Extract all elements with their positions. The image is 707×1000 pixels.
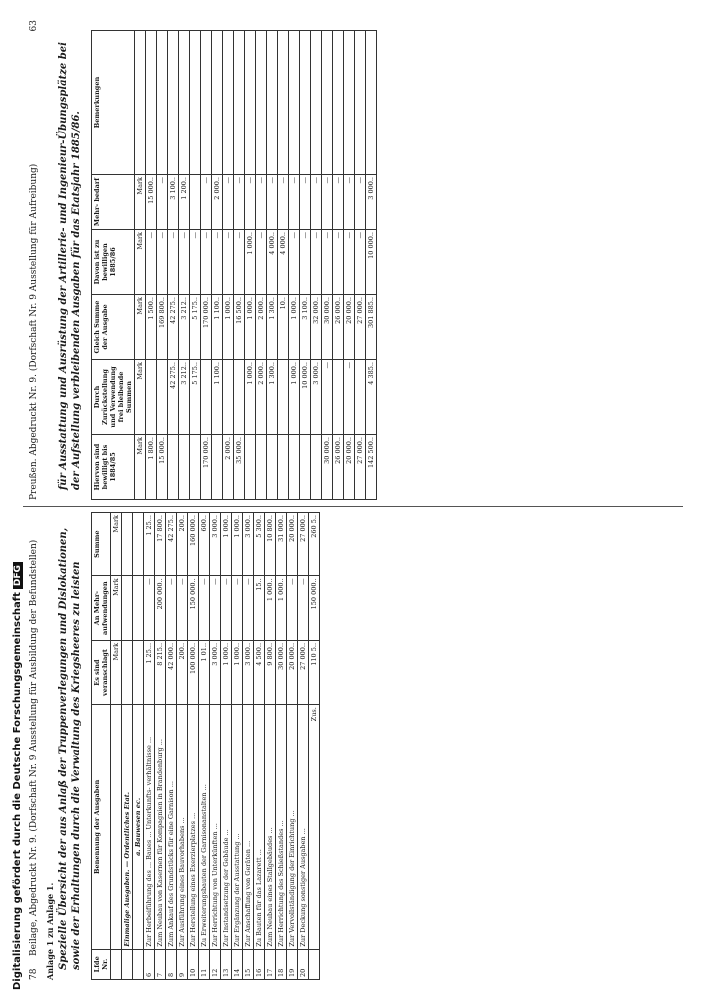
row-remark <box>311 31 322 175</box>
table-row <box>223 31 234 500</box>
row-value: 1 200.. <box>179 175 190 230</box>
row-value: — <box>221 576 232 641</box>
row-value: 31 000.. <box>276 513 287 576</box>
row-description: Zum Neubau von Kasernen für Kompagnien in Brandenburg ... <box>155 705 166 949</box>
row-value: 1 25... <box>144 640 155 704</box>
row-value: — <box>300 230 311 295</box>
table-row <box>243 513 254 980</box>
row-number: 16 <box>254 949 265 979</box>
row-value: — <box>333 175 344 230</box>
row-value: 3 100.. <box>168 175 179 230</box>
row-description: Zu Bauten für das Lazarett ... <box>254 705 265 949</box>
row-value: 3 000.. <box>243 640 254 704</box>
row-value: 20 000.. <box>344 435 355 500</box>
row-value: 170 000.. <box>201 435 212 500</box>
row-value: — <box>333 230 344 295</box>
row-number: 18 <box>276 949 287 979</box>
total-value: 301 885.. <box>366 295 377 360</box>
row-value: 20 000.. <box>287 640 298 704</box>
row-value: 8 215.. <box>155 640 166 704</box>
row-value: — <box>300 175 311 230</box>
unit-label: Mark <box>135 435 146 500</box>
left-table <box>91 512 320 980</box>
row-value: 17 800.. <box>155 513 166 576</box>
row-value <box>190 435 201 500</box>
row-value: — <box>166 576 177 641</box>
total-value: 10 000.. <box>366 230 377 295</box>
row-value: 1 100.. <box>212 360 223 435</box>
section-subtitle: a. Bauwesen ec. <box>133 705 144 949</box>
table-row <box>232 513 243 980</box>
row-value: 1 000.. <box>289 360 300 435</box>
col-header-bemerkungen: Bemerkungen <box>92 31 135 175</box>
row-value: 10 800.. <box>265 513 276 576</box>
row-value: 3 000.. <box>210 640 221 704</box>
left-table-header <box>92 513 111 980</box>
row-value: — <box>278 175 289 230</box>
table-row <box>300 31 311 500</box>
row-value: — <box>212 230 223 295</box>
table-row <box>256 31 267 500</box>
row-value: 1 000.. <box>221 640 232 704</box>
row-value: 42 275.. <box>168 360 179 435</box>
right-table <box>91 30 377 500</box>
row-value: 27 000.. <box>298 640 309 704</box>
table-row <box>245 31 256 500</box>
col-header-benennung: Benennung der Ausgaben <box>92 705 111 949</box>
row-value: 30 000.. <box>322 435 333 500</box>
row-value: 1 000.. <box>245 230 256 295</box>
total-value: 142 500.. <box>366 435 377 500</box>
row-value: 2 000.. <box>223 435 234 500</box>
row-value: 2 000.. <box>212 175 223 230</box>
row-value <box>256 435 267 500</box>
row-value: — <box>232 576 243 641</box>
total-label: Zus. <box>309 705 320 949</box>
row-value: 1 000.. <box>232 640 243 704</box>
row-value <box>223 360 234 435</box>
row-value: 1 000.. <box>232 513 243 576</box>
dfg-logo: DFG <box>13 562 23 589</box>
unit-label: Mark <box>111 640 122 704</box>
row-value: — <box>223 175 234 230</box>
left-page-number: 78 <box>29 968 39 980</box>
row-value: 5 175.. <box>190 295 201 360</box>
row-value: — <box>256 230 267 295</box>
table-row <box>287 513 298 980</box>
table-row <box>265 513 276 980</box>
table-row <box>157 31 168 500</box>
col-header-veranschlagt: Es sind veranschlagt <box>92 640 111 704</box>
row-value: — <box>298 576 309 641</box>
unit-label: Mark <box>111 576 122 641</box>
left-subhead: Anlage 1 zu Anlage 1. <box>45 882 55 980</box>
left-page <box>23 510 683 980</box>
row-value: 32 000.. <box>311 295 322 360</box>
row-remark <box>355 31 366 175</box>
row-value: — <box>234 230 245 295</box>
row-value <box>179 435 190 500</box>
row-value: 1 500.. <box>146 295 157 360</box>
unit-label: Mark <box>135 360 146 435</box>
row-value: — <box>179 230 190 295</box>
row-value: 30 000.. <box>322 295 333 360</box>
row-value: 1 000.. <box>245 360 256 435</box>
row-remark <box>245 31 256 175</box>
row-description: Zur Herrichtung des Schießstandes ... <box>276 705 287 949</box>
row-description: Zur Vervollständigung der Einrichtung ... <box>287 705 298 949</box>
row-value: 26 000.. <box>333 295 344 360</box>
table-row <box>355 31 366 500</box>
row-value: — <box>201 175 212 230</box>
row-number: 17 <box>265 949 276 979</box>
row-value <box>355 360 366 435</box>
row-value: — <box>256 175 267 230</box>
row-value: 5 300.. <box>254 513 265 576</box>
row-value: 5 175.. <box>190 360 201 435</box>
row-value: 200.. <box>177 513 188 576</box>
row-description: Zu Erweiterungsbauten der Garnisonanstalten ... <box>199 705 210 949</box>
row-value: 1 000.. <box>245 295 256 360</box>
row-value: — <box>287 576 298 641</box>
row-number: 13 <box>221 949 232 979</box>
row-value <box>300 435 311 500</box>
table-row <box>188 513 199 980</box>
table-row <box>267 31 278 500</box>
row-remark <box>322 31 333 175</box>
left-units-row <box>111 513 122 980</box>
row-value: — <box>190 230 201 295</box>
right-page <box>23 20 683 500</box>
row-value: 600.. <box>199 513 210 576</box>
row-value: 1 000.. <box>289 295 300 360</box>
row-remark <box>256 31 267 175</box>
section-row <box>133 513 144 980</box>
row-value: 1 000.. <box>223 295 234 360</box>
total-value: 4 385.. <box>366 360 377 435</box>
row-value <box>278 360 289 435</box>
row-value: — <box>344 230 355 295</box>
col-header-mehrbedarf: Mehr- bedarf <box>92 175 135 230</box>
row-remark <box>223 31 234 175</box>
row-value: — <box>243 576 254 641</box>
table-row <box>254 513 265 980</box>
row-value: 9 800.. <box>265 640 276 704</box>
row-value <box>234 360 245 435</box>
col-header-gleich: Gleich Summe der Ausgabe <box>92 295 135 360</box>
table-row <box>344 31 355 500</box>
row-remark <box>234 31 245 175</box>
total-value: 3 000.. <box>366 175 377 230</box>
row-value: 20 000.. <box>287 513 298 576</box>
row-remark <box>344 31 355 175</box>
table-row <box>179 31 190 500</box>
row-number: 12 <box>210 949 221 979</box>
row-value: 3 100.. <box>300 295 311 360</box>
row-remark <box>146 31 157 175</box>
table-row <box>144 513 155 980</box>
row-value: — <box>344 360 355 435</box>
row-description: Zur Ausführung eines Bauvorhabens ... <box>177 705 188 949</box>
row-value: — <box>355 230 366 295</box>
row-value: 15.. <box>254 576 265 641</box>
row-remark <box>179 31 190 175</box>
row-remark <box>190 31 201 175</box>
row-value: — <box>289 175 300 230</box>
col-header-summe: Summe <box>92 513 111 576</box>
unit-label: Mark <box>111 513 122 576</box>
row-value: 3 000.. <box>311 360 322 435</box>
row-value: 27 000.. <box>298 513 309 576</box>
left-heading: Spezielle Übersicht der aus Anlaß der Truppenverlegungen und Dislokationen, sowie der Erhaltungen durch die Verwaltung des Kriegsheeres zu leisten <box>58 527 82 970</box>
row-value: 10 000.. <box>300 360 311 435</box>
row-value: — <box>201 230 212 295</box>
row-description: Zur Instandsetzung der Gebäude ... <box>221 705 232 949</box>
unit-label: Mark <box>135 230 146 295</box>
row-value: 27 000.. <box>355 435 366 500</box>
row-description: Zur Herstellung eines Exerzierplatzes ... <box>188 705 199 949</box>
row-value: 30 000.. <box>276 640 287 704</box>
row-value: 10.. <box>278 295 289 360</box>
row-value: 1 000.. <box>276 576 287 641</box>
table-row <box>322 31 333 500</box>
row-value <box>289 435 300 500</box>
row-value: — <box>322 230 333 295</box>
right-heading: für Ausstattung und Ausrüstung der Artillerie- und Ingenieur-Übungsplätze bei der Aufstellung verbleibenden Ausgaben für das Etatsjahr 1885/86. <box>58 42 82 490</box>
row-value: 170 000.. <box>201 295 212 360</box>
right-total-row <box>366 31 377 500</box>
row-value: — <box>355 175 366 230</box>
row-remark <box>157 31 168 175</box>
row-value: — <box>157 175 168 230</box>
row-value: 15 000.. <box>157 435 168 500</box>
row-value: 200.. <box>177 640 188 704</box>
row-remark <box>201 31 212 175</box>
dfg-credit-line <box>12 562 23 990</box>
row-value: 150 000.. <box>188 576 199 641</box>
row-value: 26 000.. <box>333 435 344 500</box>
row-number: 8 <box>166 949 177 979</box>
table-row <box>289 31 300 500</box>
row-description: Zur Deckung sonstiger Ausgaben ... <box>298 705 309 949</box>
right-page-number: 63 <box>29 20 39 32</box>
row-value: 2 000.. <box>256 295 267 360</box>
row-number: 6 <box>144 949 155 979</box>
row-remark <box>300 31 311 175</box>
row-remark <box>168 31 179 175</box>
right-running-head: Preußen. Abgedruckt Nr. 9. (Dorfschaft Nr. 9 Ausstellung für Aufreibung) <box>29 163 39 500</box>
row-description: Zur Ergänzung der Ausstattung ... <box>232 705 243 949</box>
right-units-row <box>135 31 146 500</box>
table-row <box>276 513 287 980</box>
row-value <box>212 435 223 500</box>
section-title: Einmalige Ausgaben. — Ordentliches Etat. <box>122 705 133 949</box>
total-value: 260 5.. <box>309 513 320 576</box>
row-value: 1 01.. <box>199 640 210 704</box>
row-value: — <box>322 360 333 435</box>
unit-label: Mark <box>135 295 146 360</box>
table-row <box>212 31 223 500</box>
row-value: 100 000.. <box>188 640 199 704</box>
row-value <box>333 360 344 435</box>
row-value: 42 000.. <box>166 640 177 704</box>
row-value: 160 000.. <box>188 513 199 576</box>
row-remark <box>212 31 223 175</box>
row-value: 169 800.. <box>157 295 168 360</box>
row-value: — <box>311 230 322 295</box>
row-value: 3 000.. <box>243 513 254 576</box>
table-row <box>201 31 212 500</box>
table-row <box>298 513 309 980</box>
row-value: 4 000.. <box>267 230 278 295</box>
row-value: — <box>234 175 245 230</box>
table-row <box>311 31 322 500</box>
row-value: 3 212.. <box>179 295 190 360</box>
row-value: 3 000.. <box>210 513 221 576</box>
table-row <box>210 513 221 980</box>
row-remark <box>289 31 300 175</box>
col-header-bewilligt: Hiervon sind bewilligt bis 1884/85 <box>92 435 135 500</box>
row-value <box>157 360 168 435</box>
row-value: — <box>311 175 322 230</box>
table-row <box>199 513 210 980</box>
row-value: 35 000.. <box>234 435 245 500</box>
row-value: 4 000.. <box>278 230 289 295</box>
row-value: 1 300.. <box>267 295 278 360</box>
row-value: — <box>289 230 300 295</box>
total-value: 110 5.. <box>309 640 320 704</box>
row-value <box>278 435 289 500</box>
row-value: 200 000.. <box>155 576 166 641</box>
left-running-head: Beilage, Abgedruckt Nr. 9. (Dorfschaft Nr. 9 Ausstellung für Ausbildung der Befundstellen) <box>29 539 39 956</box>
row-value: — <box>168 230 179 295</box>
row-number: 19 <box>287 949 298 979</box>
row-value: — <box>144 576 155 641</box>
row-description: Zum Neubau eines Stallgebäudes ... <box>265 705 276 949</box>
row-description: Zum Ankauf des Grundstücks für eine Garnison ... <box>166 705 177 949</box>
row-value: 4 500.. <box>254 640 265 704</box>
row-value: 16 500.. <box>234 295 245 360</box>
page-fold-divider <box>23 506 683 507</box>
row-number: 11 <box>199 949 210 979</box>
table-row <box>221 513 232 980</box>
row-value <box>168 435 179 500</box>
row-value: — <box>344 175 355 230</box>
row-value <box>190 175 201 230</box>
row-value: — <box>322 175 333 230</box>
row-value: — <box>177 576 188 641</box>
row-value: 2 000.. <box>256 360 267 435</box>
row-number: 9 <box>177 949 188 979</box>
row-value: 3 212.. <box>179 360 190 435</box>
unit-label: Mark <box>135 175 146 230</box>
row-number: 20 <box>298 949 309 979</box>
row-value: 15 000.. <box>146 175 157 230</box>
rotated-spread <box>23 20 683 980</box>
row-value: — <box>210 576 221 641</box>
row-value: — <box>146 230 157 295</box>
row-value: 1 800.. <box>146 435 157 500</box>
row-remark <box>267 31 278 175</box>
row-remark <box>278 31 289 175</box>
row-description: Zur Anschaffung von Geräten ... <box>243 705 254 949</box>
row-value: 1 25... <box>144 513 155 576</box>
col-header-davon: Davon ist zu bewilligen 1885/86 <box>92 230 135 295</box>
row-value: 42 275.. <box>168 295 179 360</box>
row-value <box>146 360 157 435</box>
row-value: — <box>199 576 210 641</box>
table-row <box>234 31 245 500</box>
dfg-credit-text: Digitalisierung gefördert durch die Deutsche Forschungsgemeinschaft <box>12 592 23 990</box>
row-value: 1 000.. <box>265 576 276 641</box>
row-value: — <box>267 175 278 230</box>
table-row <box>333 31 344 500</box>
col-header-nr: Lfde Nr. <box>92 949 111 979</box>
left-total-row <box>309 513 320 980</box>
row-value: — <box>223 230 234 295</box>
col-header-frei: Durch Zurückstellung und Verwendung frei bleibende Summen <box>92 360 135 435</box>
row-value: 27 000.. <box>355 295 366 360</box>
row-value: 42 275.. <box>166 513 177 576</box>
table-row <box>177 513 188 980</box>
row-value <box>245 435 256 500</box>
total-value: 150 000.. <box>309 576 320 641</box>
table-row <box>190 31 201 500</box>
row-value <box>201 360 212 435</box>
col-header-mehr: An Mehr- aufwendungen <box>92 576 111 641</box>
row-number: 14 <box>232 949 243 979</box>
table-row <box>168 31 179 500</box>
section-row <box>122 513 133 980</box>
row-value: 20 000.. <box>344 295 355 360</box>
right-table-header <box>92 31 135 500</box>
row-value: — <box>157 230 168 295</box>
row-description: Zur Herrichtung von Unterkünften ... <box>210 705 221 949</box>
row-number: 7 <box>155 949 166 979</box>
row-value: 1 100.. <box>212 295 223 360</box>
table-row <box>155 513 166 980</box>
table-row <box>146 31 157 500</box>
table-row <box>166 513 177 980</box>
row-description: Zur Herbeiführung des ... Baues ... Unterkunfts- verhältnisse ... <box>144 705 155 949</box>
row-number: 15 <box>243 949 254 979</box>
row-value: — <box>245 175 256 230</box>
row-value: 1 300.. <box>267 360 278 435</box>
row-value: 1 000.. <box>221 513 232 576</box>
table-row <box>278 31 289 500</box>
row-number: 10 <box>188 949 199 979</box>
row-value <box>311 435 322 500</box>
row-value <box>267 435 278 500</box>
row-remark <box>333 31 344 175</box>
